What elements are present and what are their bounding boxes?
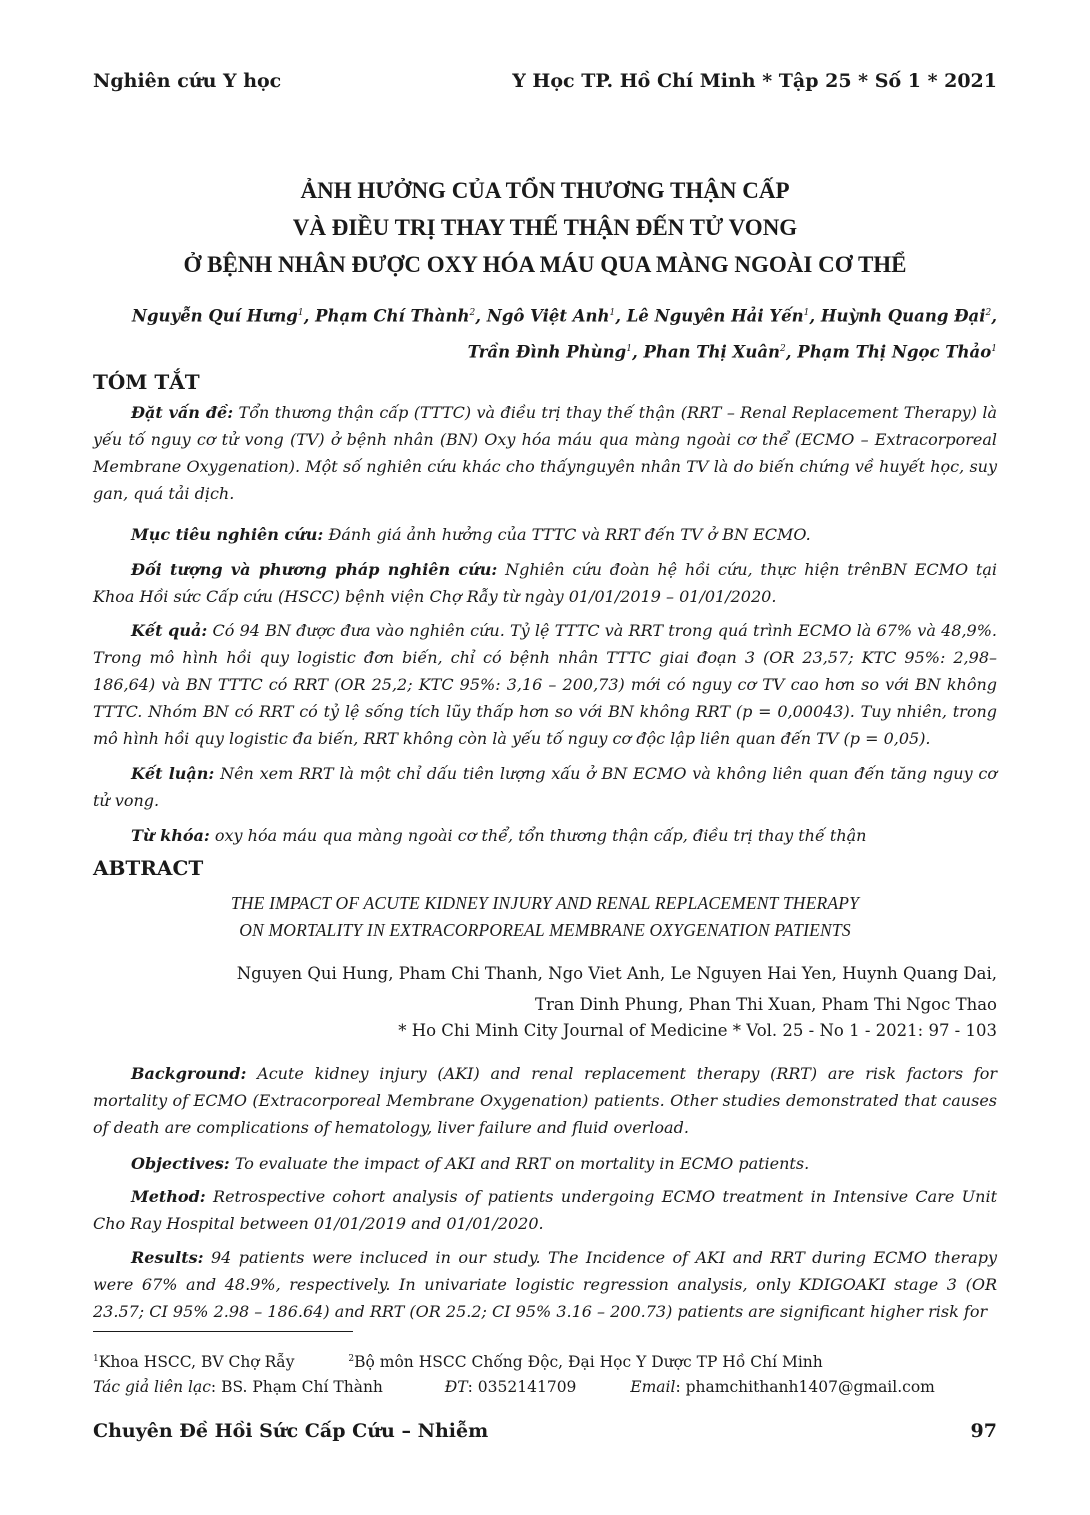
paper-page bbox=[93, 0, 997, 1515]
summary-keywords-label: Từ khóa: bbox=[131, 826, 210, 845]
english-title bbox=[93, 890, 997, 944]
summary-results-text: Có 94 BN được đưa vào nghiên cứu. Tỷ lệ TTTC và RRT trong quá trình ECMO là 67% và 48,9%. Trong mô hình hồi quy logistic đơn biến, chỉ có bệnh nhân TTTC giai đoạn 3 (OR 23,57; KTC 95%: 2,98–186,64) và BN TTTC có RRT (OR 25,2; KTC 95%: 3,16 – 200,73) mới có nguy cơ TV cao hơn so với BN không TTTC. Nhóm BN có RRT có tỷ lệ sống tích lũy thấp hơn so với BN không RRT (p = 0,00043). Tuy nhiên, trong mô hình hồi quy logistic đa biến, RRT không còn là yếu tố nguy cơ độc lập liên quan đến TV (p = 0,05). bbox=[93, 621, 997, 748]
author-affiliation: 1 bbox=[991, 343, 997, 354]
title-line-2: VÀ ĐIỀU TRỊ THAY THẾ THẬN ĐẾN TỬ VONG bbox=[292, 215, 798, 240]
abstract-results bbox=[93, 1244, 997, 1325]
authors-line-2: Trần Đình Phùng$^1$, Phan Thị Xuân$^2$, Phạm Thị Ngọc Thảo$^1$ bbox=[467, 342, 997, 361]
abstract-objectives bbox=[93, 1150, 997, 1177]
abstract-method-text: Retrospective cohort analysis of patients undergoing ECMO treatment in Intensive Care Unit Cho Ray Hospital between 01/01/2019 and 01/01/2020. bbox=[93, 1187, 998, 1233]
abstract-objectives-label: Objectives: bbox=[131, 1154, 230, 1173]
summary-conclusion bbox=[93, 760, 997, 814]
authors-english bbox=[237, 958, 997, 1020]
authors-english-line-1: Nguyen Qui Hung, Pham Chi Thanh, Ngo Viet Anh, Le Nguyen Hai Yen, Huynh Quang Dai, bbox=[236, 964, 997, 983]
footnote-rule bbox=[93, 1331, 353, 1332]
summary-conclusion-label: Kết luận: bbox=[131, 764, 215, 783]
page-footer bbox=[93, 1420, 997, 1442]
summary-background bbox=[93, 399, 997, 507]
title-line-1: ẢNH HƯỞNG CỦA TỔN THƯƠNG THẬN CẤP bbox=[300, 178, 790, 203]
author-affiliation: 1 bbox=[626, 343, 632, 354]
summary-background-label: Đặt vấn đề: bbox=[131, 403, 234, 422]
author-name: Phạm Chí Thành bbox=[315, 306, 470, 326]
abstract-method-label: Method: bbox=[131, 1187, 206, 1206]
article-title bbox=[93, 172, 997, 283]
author-affiliation: 1 bbox=[803, 308, 810, 318]
affiliation-2-text: Bộ môn HSCC Chống Độc, Đại Học Y Dược TP Hồ Chí Minh bbox=[354, 1353, 823, 1371]
running-header-left: Nghiên cứu Y học bbox=[93, 70, 282, 92]
authors-line-1: Nguyễn Quí Hưng$^1$, Phạm Chí Thành$^2$, Ngô Việt Anh$^1$, Lê Nguyên Hải Yến$^1$, Huỳnh Quang Đại$^2$, bbox=[131, 306, 997, 326]
author-name: Trần Đình Phùng bbox=[467, 342, 627, 361]
abstract-method bbox=[93, 1183, 997, 1237]
author-name: Huỳnh Quang Đại bbox=[820, 306, 986, 326]
abstract-background-text: Acute kidney injury (AKI) and renal replacement therapy (RRT) are risk factors for mortality of ECMO (Extracorporeal Membrane Oxygenation) patients. Other studies demonstrated that causes of death are complications of hematology, liver failure and fluid overload. bbox=[93, 1064, 997, 1137]
running-header-right: Y Học TP. Hồ Chí Minh * Tập 25 * Số 1 * 2021 bbox=[512, 70, 997, 92]
abstract-heading: ABTRACT bbox=[93, 856, 204, 880]
title-line-3: Ở BỆNH NHÂN ĐƯỢC OXY HÓA MÁU QUA MÀNG NGOÀI CƠ THỂ bbox=[183, 252, 907, 277]
abstract-background-label: Background: bbox=[131, 1064, 247, 1083]
contact-label: Tác giả liên lạc bbox=[93, 1378, 211, 1396]
summary-method bbox=[93, 556, 997, 610]
summary-results bbox=[93, 617, 997, 752]
author-affiliation: 1 bbox=[609, 308, 616, 318]
summary-background-text: Tổn thương thận cấp (TTTC) và điều trị thay thế thận (RRT – Renal Replacement Therapy) là yếu tố nguy cơ tử vong (TV) ở bệnh nhân (BN) Oxy hóa máu qua màng ngoài cơ thể (ECMO – Extracorporeal Membrane Oxygenation). Một số nghiên cứu khác cho thấynguyên nhân TV là do biến chứng về huyết học, suy gan, quá tải dịch. bbox=[93, 403, 998, 503]
abstract-results-label: Results: bbox=[131, 1248, 204, 1267]
authors-vietnamese bbox=[93, 297, 997, 368]
author-name: Phạm Thị Ngọc Thảo bbox=[797, 342, 992, 361]
author-affiliation: 2 bbox=[469, 308, 476, 318]
email-value[interactable]: : phamchithanh1407@gmail.com bbox=[675, 1378, 935, 1396]
author-affiliation: 1 bbox=[297, 308, 304, 318]
summary-objective-label: Mục tiêu nghiên cứu: bbox=[131, 525, 324, 544]
author-name: Lê Nguyên Hải Yến bbox=[626, 306, 804, 326]
affiliation-footnotes bbox=[93, 1353, 823, 1371]
author-affiliation: 2 bbox=[985, 308, 992, 318]
summary-keywords-text: oxy hóa máu qua màng ngoài cơ thể, tổn thương thận cấp, điều trị thay thế thận bbox=[214, 826, 867, 845]
phone-value: : 0352141709 bbox=[467, 1378, 577, 1396]
author-name: Phan Thị Xuân bbox=[643, 342, 781, 361]
author-name: Nguyễn Quí Hưng bbox=[131, 306, 298, 326]
english-title-line-1: THE IMPACT OF ACUTE KIDNEY INJURY AND RENAL REPLACEMENT THERAPY bbox=[230, 893, 860, 913]
affiliation-1-text: Khoa HSCC, BV Chợ Rẫy bbox=[98, 1353, 295, 1371]
author-affiliation: 2 bbox=[780, 343, 786, 354]
summary-method-label: Đối tượng và phương pháp nghiên cứu: bbox=[131, 560, 498, 579]
contact-name: : BS. Phạm Chí Thành bbox=[210, 1378, 383, 1396]
english-title-line-2: ON MORTALITY IN EXTRACORPOREAL MEMBRANE OXYGENATION PATIENTS bbox=[239, 920, 851, 940]
summary-method-text: Nghiên cứu đoàn hệ hồi cứu, thực hiện trênBN ECMO tại Khoa Hồi sức Cấp cứu (HSCC) bệnh viện Chợ Rẫy từ ngày 01/01/2019 – 01/01/2020. bbox=[93, 560, 997, 606]
abstract-results-text: 94 patients were incluced in our study. The Incidence of AKI and RRT during ECMO therapy were 67% and 48.9%, respectively. In univariate logistic regression analysis, only KDIGOAKI stage 3 (OR 23.57; CI 95% 2.98 – 186.64) and RRT (OR 25.2; CI 95% 3.16 – 200.73) patients are significant higher risk for bbox=[93, 1248, 997, 1321]
journal-citation: * Ho Chi Minh City Journal of Medicine * Vol. 25 - No 1 - 2021: 97 - 103 bbox=[398, 1021, 997, 1040]
phone-label: ĐT bbox=[444, 1378, 468, 1396]
author-name: Ngô Việt Anh bbox=[486, 306, 610, 326]
summary-keywords bbox=[93, 822, 997, 849]
email-label: Email bbox=[630, 1378, 676, 1396]
summary-conclusion-text: Nên xem RRT là một chỉ dấu tiên lượng xấu ở BN ECMO và không liên quan đến tăng nguy cơ tử vong. bbox=[93, 764, 997, 810]
affiliation-1-number: 1 bbox=[93, 1353, 99, 1364]
summary-heading: TÓM TẮT bbox=[93, 370, 200, 394]
summary-results-label: Kết quả: bbox=[131, 621, 208, 640]
summary-objective bbox=[93, 521, 997, 548]
abstract-objectives-text: To evaluate the impact of AKI and RRT on mortality in ECMO patients. bbox=[234, 1154, 810, 1173]
summary-objective-text: Đánh giá ảnh hưởng của TTTC và RRT đến TV ở BN ECMO. bbox=[328, 525, 811, 544]
abstract-background bbox=[93, 1060, 997, 1141]
footer-title: Chuyên Đề Hồi Sức Cấp Cứu – Nhiễm bbox=[93, 1420, 489, 1442]
contact-footnote bbox=[93, 1378, 935, 1396]
page-number: 97 bbox=[970, 1420, 997, 1442]
authors-english-line-2: Tran Dinh Phung, Phan Thi Xuan, Pham Thi Ngoc Thao bbox=[535, 995, 997, 1014]
affiliation-2-number: 2 bbox=[348, 1353, 355, 1364]
